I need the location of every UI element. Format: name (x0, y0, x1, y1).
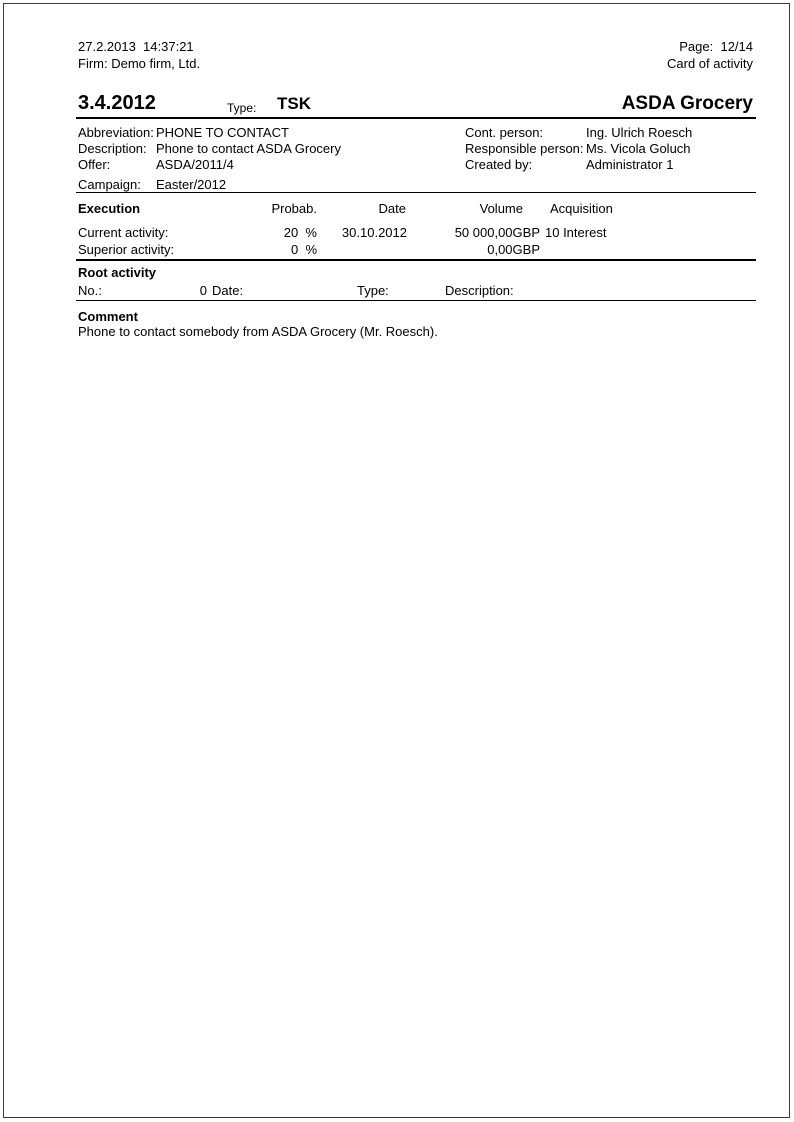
root-activity-bottom-rule (76, 300, 756, 301)
abbreviation-label: Abbreviation: (78, 125, 154, 140)
offer-label: Offer: (78, 157, 111, 172)
root-description-label: Description: (445, 283, 514, 298)
type-label: Type: (227, 101, 257, 115)
header-rule (76, 117, 756, 119)
created-by-label: Created by: (465, 157, 533, 172)
campaign-label: Campaign: (78, 177, 141, 192)
firm-name: Firm: Demo firm, Ltd. (78, 56, 201, 71)
created-by-value: Administrator 1 (586, 157, 674, 172)
current-activity-probab: 20 % (283, 225, 317, 240)
current-activity-label: Current activity: (78, 225, 169, 240)
campaign-value: Easter/2012 (156, 177, 227, 192)
abbreviation-value: PHONE TO CONTACT (156, 125, 289, 140)
root-activity-top-rule (76, 259, 756, 261)
current-activity-date: 30.10.2012 (341, 225, 407, 240)
responsible-person-value: Ms. Vicola Goluch (586, 141, 691, 156)
root-type-label: Type: (357, 283, 389, 298)
superior-activity-probab: 0 % (290, 242, 317, 257)
responsible-person-label: Responsible person: (465, 141, 584, 156)
print-datetime: 27.2.2013 14:37:21 (78, 39, 194, 54)
cont-person-value: Ing. Ulrich Roesch (586, 125, 693, 140)
execution-title: Execution (78, 201, 141, 216)
volume-column-header: Volume (479, 201, 523, 216)
current-activity-volume: 50 000,00GBP (454, 225, 540, 240)
comment-text: Phone to contact somebody from ASDA Grocery (Mr. Roesch). (78, 324, 438, 339)
superior-activity-label: Superior activity: (78, 242, 175, 257)
superior-activity-volume: 0,00GBP (487, 242, 540, 257)
report-name: Card of activity (667, 56, 753, 71)
company-name: ASDA Grocery (621, 93, 753, 114)
cont-person-label: Cont. person: (465, 125, 544, 140)
acquisition-column-header: Acquisition (550, 201, 613, 216)
root-date-label: Date: (212, 283, 244, 298)
root-activity-title: Root activity (78, 265, 157, 280)
date-column-header: Date (378, 201, 406, 216)
root-no-value: 0 (199, 283, 207, 298)
comment-title: Comment (78, 309, 138, 324)
details-rule (76, 192, 756, 193)
probab-column-header: Probab. (271, 201, 317, 216)
type-value: TSK (277, 94, 311, 113)
description-label: Description: (78, 141, 147, 156)
description-value: Phone to contact ASDA Grocery (156, 141, 341, 156)
page-number: Page: 12/14 (679, 39, 753, 54)
offer-value: ASDA/2011/4 (156, 157, 234, 172)
root-no-label: No.: (78, 283, 102, 298)
current-activity-acquisition: 10 Interest (545, 225, 607, 240)
activity-date: 3.4.2012 (78, 92, 156, 114)
